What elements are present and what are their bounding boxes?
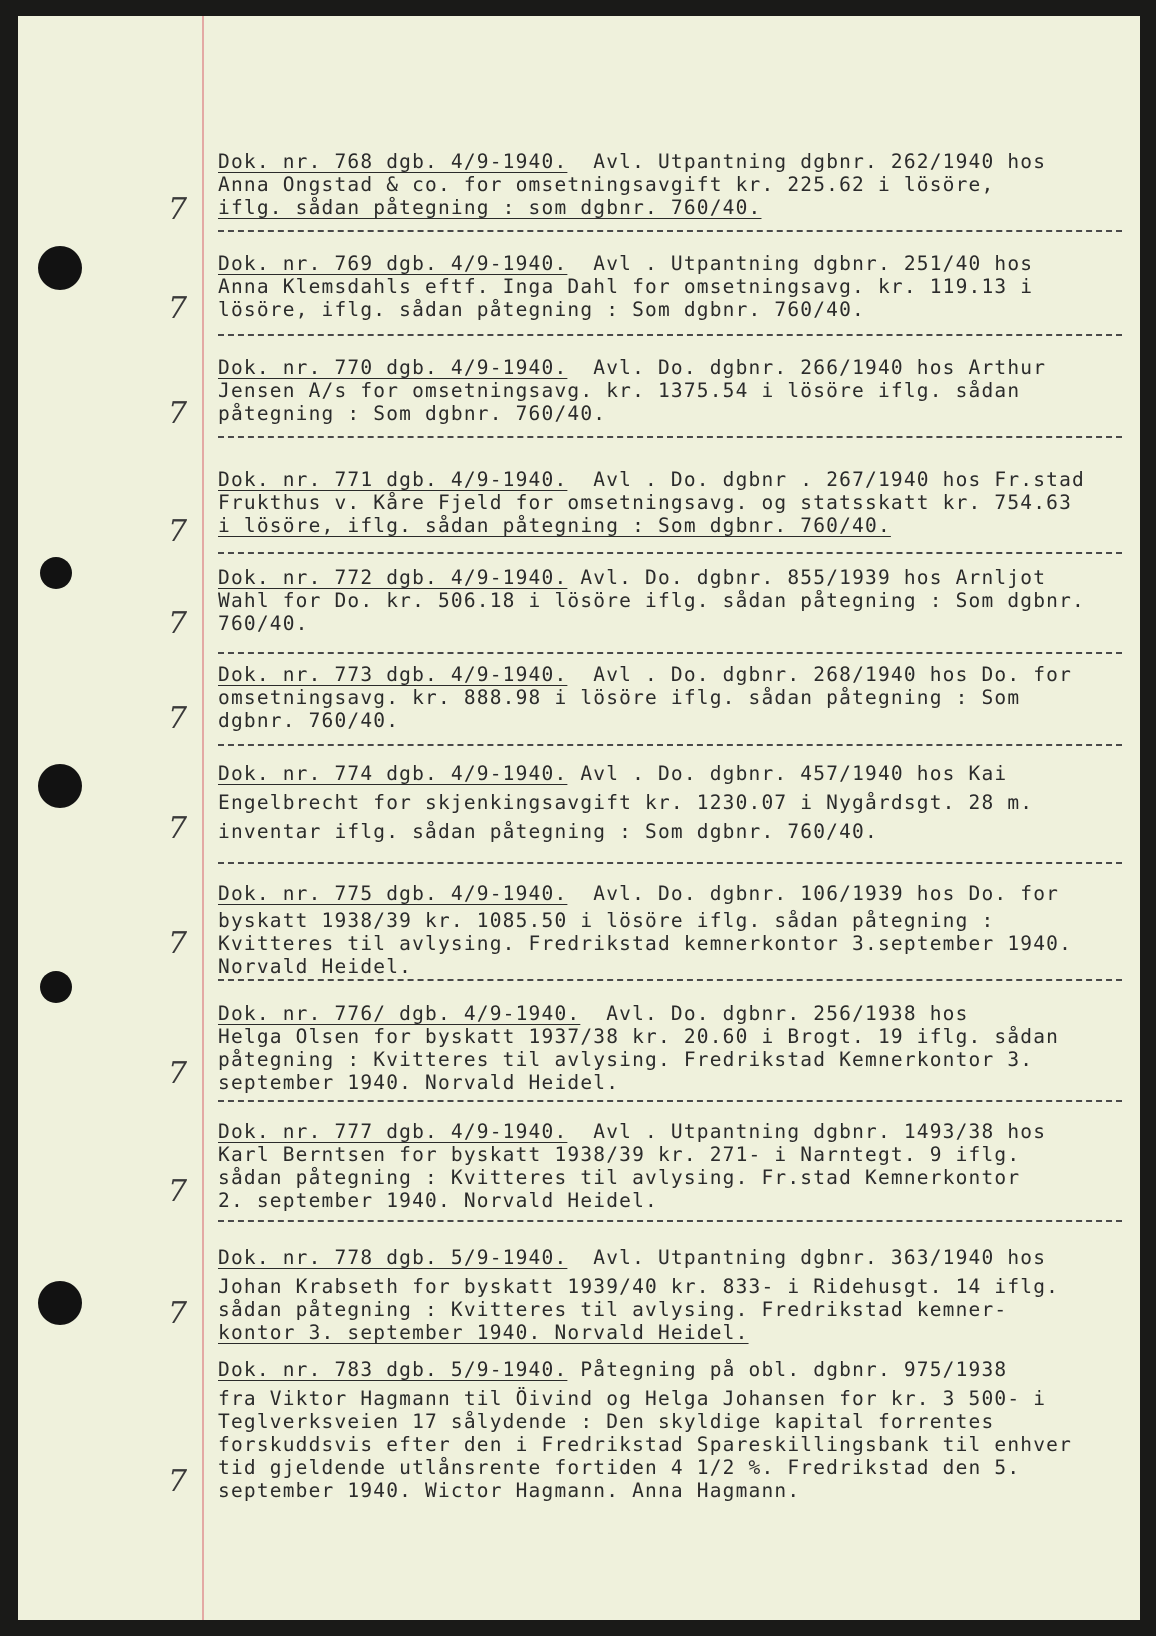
entry-heading: Dok. nr. 772 dgb. 4/9-1940.	[218, 566, 568, 589]
marginal-mark: 7	[168, 514, 188, 549]
entry-text: september 1940. Norvald Heidel.	[218, 1071, 620, 1094]
separator-line	[218, 334, 1122, 336]
ledger-entry	[218, 356, 1130, 425]
entry-text: Avl . Do. dgbnr. 457/1940 hos Kai	[567, 762, 1008, 785]
marginal-mark: 7	[168, 1296, 188, 1331]
marginal-mark: 7	[168, 1464, 188, 1499]
entry-text: inventar iflg. sådan påtegning : Som dgbnr. 760/40.	[218, 820, 878, 843]
separator-line	[218, 652, 1122, 654]
marginal-mark: 7	[168, 192, 188, 227]
marginal-mark: 7	[168, 291, 188, 326]
entry-text: omsetningsavg. kr. 888.98 i lösöre iflg. sådan påtegning : Som	[218, 686, 1021, 709]
entry-text: Avl . Do. dgbnr. 268/1940 hos Do. for	[567, 663, 1073, 686]
entry-text: i lösöre, iflg. sådan påtegning : Som dgbnr. 760/40.	[218, 514, 891, 537]
entry-heading: Dok. nr. 775 dgb. 4/9-1940.	[218, 882, 568, 905]
entry-text: kontor 3. september 1940. Norvald Heidel.	[218, 1321, 749, 1344]
entry-text: Avl. Do. dgbnr. 266/1940 hos Arthur	[567, 356, 1047, 379]
entry-text: Engelbrecht for skjenkingsavgift kr. 1230.07 i Nygårdsgt. 28 m.	[218, 791, 1034, 814]
marginal-mark: 7	[168, 926, 188, 961]
entry-text: Johan Krabseth for byskatt 1939/40 kr. 833- i Ridehusgt. 14 iflg.	[218, 1275, 1060, 1298]
entry-text: iflg. sådan påtegning : som dgbnr. 760/40.	[218, 196, 762, 219]
entry-text: Kvitteres til avlysing. Fredrikstad kemnerkontor 3.september 1940.	[218, 932, 1073, 955]
entry-text: 760/40.	[218, 612, 309, 635]
entry-text: Wahl for Do. kr. 506.18 i lösöre iflg. sådan påtegning : Som dgbnr.	[218, 589, 1085, 612]
entry-line	[218, 566, 1130, 589]
entry-text: byskatt 1938/39 kr. 1085.50 i lösöre iflg. sådan påtegning :	[218, 909, 995, 932]
punch-hole	[38, 246, 82, 290]
entry-heading: Dok. nr. 778 dgb. 5/9-1940.	[218, 1246, 568, 1269]
marginal-mark: 7	[168, 701, 188, 736]
marginal-mark: 7	[168, 396, 188, 431]
entry-line	[218, 150, 1130, 173]
entry-text: Helga Olsen for byskatt 1937/38 kr. 20.60 i Brogt. 19 iflg. sådan	[218, 1025, 1060, 1048]
entry-text: Teglverksveien 17 sålydende : Den skyldige kapital forrentes	[218, 1410, 995, 1433]
marginal-mark: 7	[168, 1056, 188, 1091]
entry-text: Avl . Utpantning dgbnr. 251/40 hos	[567, 252, 1034, 275]
entry-heading: Dok. nr. 771 dgb. 4/9-1940.	[218, 468, 568, 491]
entry-line	[218, 663, 1130, 686]
separator-line	[218, 552, 1122, 554]
entry-text: Anna Ongstad & co. for omsetningsavgift kr. 225.62 i lösöre,	[218, 173, 995, 196]
entry-text: påtegning : Kvitteres til avlysing. Fredrikstad Kemnerkontor 3.	[218, 1048, 1034, 1071]
ledger-page	[18, 16, 1140, 1620]
ledger-entry	[218, 882, 1130, 978]
margin-rule	[202, 16, 204, 1620]
separator-line	[218, 436, 1122, 438]
ledger-entry	[218, 1120, 1130, 1212]
ledger-entry	[218, 762, 1130, 843]
entry-text: september 1940. Wictor Hagmann. Anna Hagmann.	[218, 1479, 801, 1502]
entry-line	[218, 882, 1130, 905]
entry-line	[218, 762, 1130, 785]
marginal-mark: 7	[168, 811, 188, 846]
entry-text: sådan påtegning : Kvitteres til avlysing. Fr.stad Kemnerkontor	[218, 1166, 1021, 1189]
ledger-entry	[218, 1358, 1130, 1502]
ledger-entry	[218, 1002, 1130, 1094]
entry-heading: Dok. nr. 768 dgb. 4/9-1940.	[218, 150, 568, 173]
entry-text: Avl . Utpantning dgbnr. 1493/38 hos	[567, 1120, 1047, 1143]
entry-text: lösöre, iflg. sådan påtegning : Som dgbnr. 760/40.	[218, 298, 865, 321]
separator-line	[218, 862, 1122, 864]
separator-line	[218, 1220, 1122, 1222]
separator-line	[218, 1100, 1122, 1102]
entry-text: påtegning : Som dgbnr. 760/40.	[218, 402, 607, 425]
entry-heading: Dok. nr. 773 dgb. 4/9-1940.	[218, 663, 568, 686]
entry-text: Avl. Utpantning dgbnr. 363/1940 hos	[567, 1246, 1047, 1269]
entry-line	[218, 252, 1130, 275]
ledger-entry	[218, 252, 1130, 321]
entry-heading: Dok. nr. 774 dgb. 4/9-1940.	[218, 762, 568, 785]
entry-text: Avl . Do. dgbnr . 267/1940 hos Fr.stad	[567, 468, 1085, 491]
entry-text: tid gjeldende utlånsrente fortiden 4 1/2 %. Fredrikstad den 5.	[218, 1456, 1021, 1479]
punch-hole	[40, 557, 72, 589]
separator-line	[218, 230, 1122, 232]
marginal-mark: 7	[168, 606, 188, 641]
ledger-entry	[218, 150, 1130, 219]
marginal-mark: 7	[168, 1174, 188, 1209]
ledger-entry	[218, 1246, 1130, 1344]
ledger-entry	[218, 663, 1130, 732]
entry-text: 2. september 1940. Norvald Heidel.	[218, 1189, 658, 1212]
entry-text: Avl. Do. dgbnr. 106/1939 hos Do. for	[567, 882, 1060, 905]
entry-heading: Dok. nr. 776/ dgb. 4/9-1940.	[218, 1002, 581, 1025]
entry-line	[218, 1246, 1130, 1269]
ledger-entry	[218, 566, 1130, 635]
entry-text: Norvald Heidel.	[218, 955, 413, 978]
entry-line	[218, 468, 1130, 491]
ledger-entry	[218, 468, 1130, 537]
entry-heading: Dok. nr. 783 dgb. 5/9-1940.	[218, 1358, 568, 1381]
entry-line	[218, 1358, 1130, 1381]
entry-heading: Dok. nr. 777 dgb. 4/9-1940.	[218, 1120, 568, 1143]
entry-line	[218, 1120, 1130, 1143]
entry-text: Anna Klemsdahls eftf. Inga Dahl for omsetningsavg. kr. 119.13 i	[218, 275, 1034, 298]
separator-line	[218, 744, 1122, 746]
entry-text: Avl. Utpantning dgbnr. 262/1940 hos	[567, 150, 1047, 173]
entry-text: Avl. Do. dgbnr. 855/1939 hos Arnljot	[567, 566, 1047, 589]
punch-hole	[40, 971, 72, 1003]
entry-heading: Dok. nr. 769 dgb. 4/9-1940.	[218, 252, 568, 275]
entry-text: fra Viktor Hagmann til Öivind og Helga Johansen for kr. 3 500- i	[218, 1387, 1047, 1410]
entry-text: dgbnr. 760/40.	[218, 709, 400, 732]
separator-line	[218, 979, 1122, 981]
entry-line	[218, 1002, 1130, 1025]
punch-hole	[38, 764, 82, 808]
entry-text: Påtegning på obl. dgbnr. 975/1938	[567, 1358, 1008, 1381]
entry-text: Avl. Do. dgbnr. 256/1938 hos	[580, 1002, 969, 1025]
entry-text: Jensen A/s for omsetningsavg. kr. 1375.54 i lösöre iflg. sådan	[218, 379, 1021, 402]
entry-line	[218, 356, 1130, 379]
punch-hole	[38, 1281, 82, 1325]
entry-text: forskuddsvis efter den i Fredrikstad Spareskillingsbank til enhver	[218, 1433, 1073, 1456]
entry-heading: Dok. nr. 770 dgb. 4/9-1940.	[218, 356, 568, 379]
entry-text: Karl Berntsen for byskatt 1938/39 kr. 271- i Narntegt. 9 iflg.	[218, 1143, 1021, 1166]
entry-text: sådan påtegning : Kvitteres til avlysing. Fredrikstad kemner-	[218, 1298, 1008, 1321]
entry-text: Frukthus v. Kåre Fjeld for omsetningsavg. og statsskatt kr. 754.63	[218, 491, 1073, 514]
